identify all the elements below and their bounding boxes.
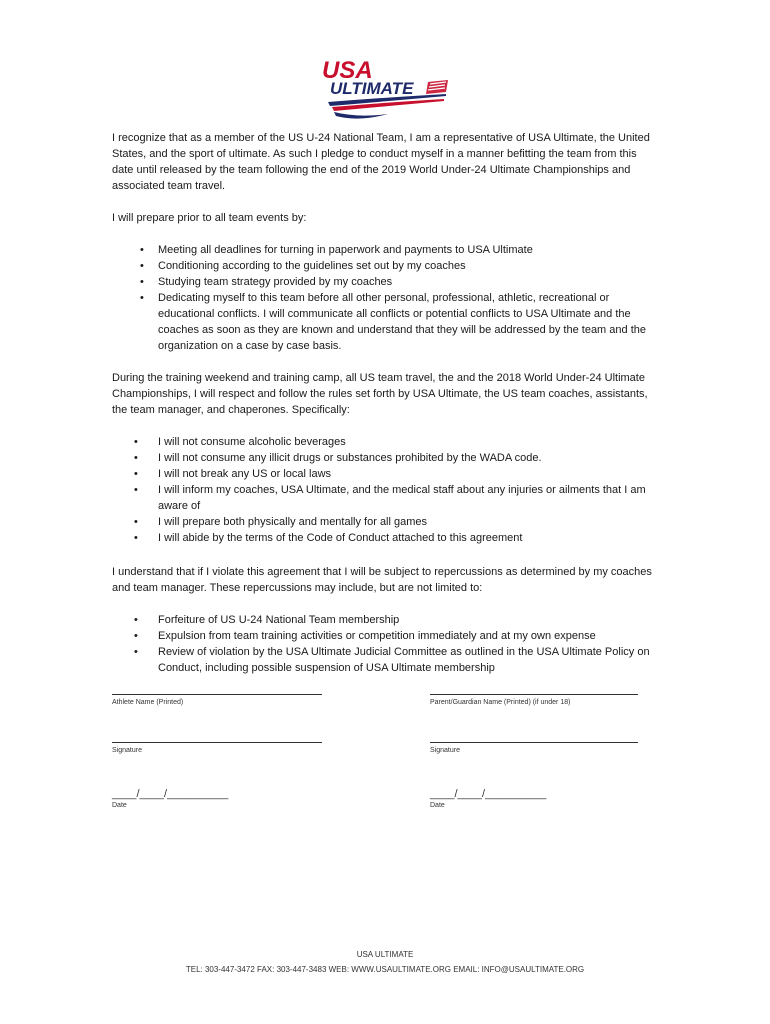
parent-signature-field[interactable] bbox=[430, 742, 638, 754]
list-item: • I will not consume alcoholic beverages bbox=[134, 436, 346, 448]
prepare-heading: I will prepare prior to all team events by: bbox=[112, 212, 307, 224]
list-item: • I will abide by the terms of the Code of Conduct attached to this agreement bbox=[134, 532, 523, 544]
logo-text-ultimate: ULTIMATE bbox=[330, 79, 414, 98]
athlete-name-label: Athlete Name (Printed) bbox=[112, 699, 184, 706]
list-item: • Studying team strategy provided by my coaches bbox=[140, 276, 393, 288]
logo-graphic bbox=[318, 52, 452, 124]
signature-label: Signature bbox=[112, 747, 142, 754]
parent-name-field[interactable] bbox=[430, 694, 638, 706]
list-item: • I will not break any US or local laws bbox=[134, 468, 332, 480]
usa-ultimate-logo bbox=[318, 52, 452, 124]
athlete-name-field[interactable] bbox=[112, 694, 322, 706]
page-footer bbox=[0, 950, 770, 974]
footer-org: USA ULTIMATE bbox=[356, 950, 414, 959]
list-item: • Expulsion from team training activities or competition immediately and at my own expense bbox=[134, 630, 596, 642]
date-label: Date bbox=[430, 802, 445, 809]
date-blank: ____/____/__________ bbox=[430, 788, 547, 800]
signature-label: Signature bbox=[430, 747, 460, 754]
rules-list bbox=[112, 434, 660, 546]
athlete-date-field[interactable] bbox=[112, 788, 252, 809]
prepare-list bbox=[112, 242, 660, 354]
list-item: • Forfeiture of US U-24 National Team membership bbox=[134, 614, 400, 626]
athlete-signature-field[interactable] bbox=[112, 742, 322, 754]
repercussions-list bbox=[112, 612, 660, 676]
list-item: • I will prepare both physically and mentally for all games bbox=[134, 516, 428, 528]
date-blank: ____/____/__________ bbox=[112, 788, 229, 800]
parent-date-field[interactable] bbox=[430, 788, 570, 809]
intro-paragraph: I recognize that as a member of the US U-24 National Team, I am a representative of USA Ultimate, the United States, and the sport of ultimate. As such I pledge to conduct myself in a manner befitting the team from this date until released by the team following the end of the 2019 World Under-24 Ultimate Championships and associated team travel. bbox=[112, 132, 650, 192]
footer-contact: TEL: 303-447-3472 FAX: 303-447-3483 WEB: WWW.USAULTIMATE.ORG EMAIL: INFO@USAULTIMATE.ORG bbox=[185, 965, 585, 974]
list-item: • I will inform my coaches, USA Ultimate, and the medical staff about any injuries or ailments that I am aware of bbox=[134, 484, 646, 512]
violation-paragraph: I understand that if I violate this agreement that I will be subject to repercussions as determined by my coaches and team manager. These repercussions may include, but are not limited to: bbox=[112, 566, 652, 594]
list-item: • Conditioning according to the guidelines set out by my coaches bbox=[140, 260, 466, 272]
list-item: • Dedicating myself to this team before all other personal, professional, athletic, recreational or educational conflicts. I will communicate all conflicts or potential conflicts to USA Ultimate and the coaches as soon as they are known and understand that they will be addressed by the team and the organization on a case by case basis. bbox=[140, 292, 646, 352]
list-item: • Review of violation by the USA Ultimate Judicial Committee as outlined in the USA Ultimate Policy on Conduct, including possible suspension of USA Ultimate membership bbox=[134, 646, 650, 674]
logo-text-usa: USA bbox=[322, 57, 373, 84]
training-paragraph: During the training weekend and training camp, all US team travel, the and the 2018 World Under-24 Ultimate Championships, I will respect and follow the rules set forth by USA Ultimate, the US team coaches, assistants, the team manager, and chaperones. Specifically: bbox=[112, 372, 648, 416]
list-item: • I will not consume any illicit drugs or substances prohibited by the WADA code. bbox=[134, 452, 542, 464]
parent-name-label: Parent/Guardian Name (Printed) (if under 18) bbox=[430, 699, 571, 706]
list-item: • Meeting all deadlines for turning in paperwork and payments to USA Ultimate bbox=[140, 244, 533, 256]
date-label: Date bbox=[112, 802, 127, 809]
